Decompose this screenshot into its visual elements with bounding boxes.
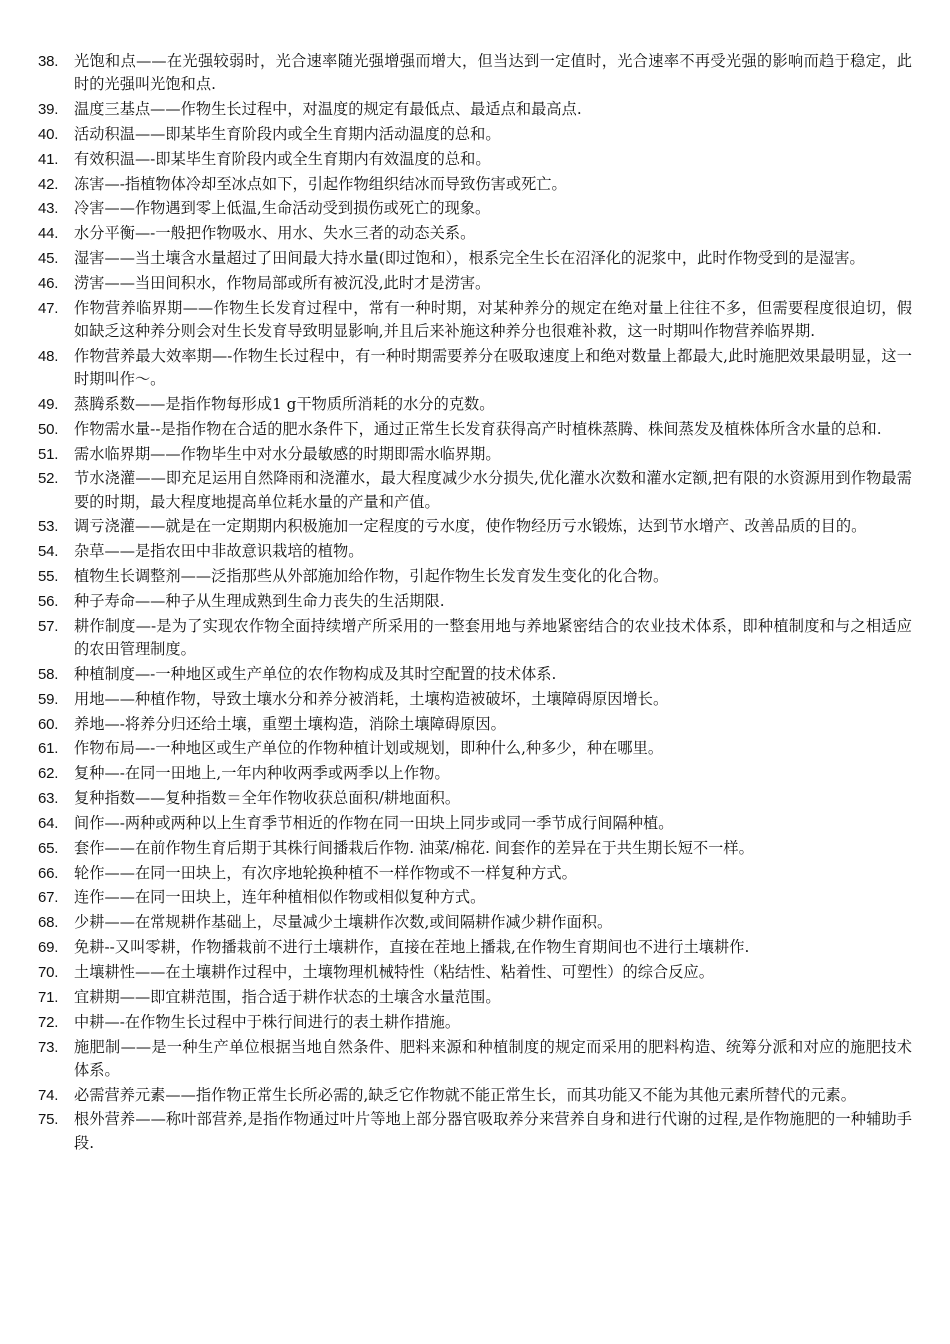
item-text: 作物布局—-一种地区或生产单位的作物种植计划或规划，即种什么,种多少，种在哪里。 xyxy=(74,739,664,758)
list-item xyxy=(38,98,912,121)
list-item xyxy=(38,345,912,391)
list-item xyxy=(38,393,912,416)
item-text: 连作——在同一田块上，连年种植相似作物或相似复种方式。 xyxy=(74,888,486,907)
list-item xyxy=(38,197,912,220)
item-number: 63. xyxy=(38,790,59,808)
item-text: 光饱和点——在光强较弱时，光合速率随光强增强而增大，但当达到一定值时，光合速率不再受光强的影响而趋于稳定，此时的光强叫光饱和点. xyxy=(74,52,912,94)
item-number: 71. xyxy=(38,988,59,1006)
item-number: 54. xyxy=(38,543,59,561)
list-item xyxy=(38,173,912,196)
item-number: 66. xyxy=(38,864,59,882)
item-text: 冻害—-指植物体冷却至冰点如下，引起作物组织结冰而导致伤害或死亡。 xyxy=(74,174,567,193)
item-number: 50. xyxy=(38,420,59,438)
item-text: 湿害——当土壤含水量超过了田间最大持水量(即过饱和），根系完全生长在沼泽化的泥浆中，此时作物受到的是湿害。 xyxy=(74,249,865,268)
item-number: 70. xyxy=(38,964,59,982)
list-item xyxy=(38,663,912,686)
item-number: 72. xyxy=(38,1013,59,1031)
item-text: 耕作制度—-是为了实现农作物全面持续增产所采用的一整套用地与养地紧密结合的农业技术体系，即种植制度和与之相适应的农田管理制度。 xyxy=(74,616,912,659)
item-number: 47. xyxy=(38,299,59,317)
list-item xyxy=(38,936,912,959)
list-item xyxy=(38,540,912,563)
item-text: 轮作——在同一田块上，有次序地轮换种植不一样作物或不一样复种方式。 xyxy=(74,863,577,882)
item-text: 涝害——当田间积水，作物局部或所有被沉没,此时才是涝害。 xyxy=(74,273,491,292)
item-number: 51. xyxy=(38,445,59,463)
list-item xyxy=(38,272,912,295)
list-item xyxy=(38,1011,912,1034)
item-number: 62. xyxy=(38,765,59,783)
item-text: 作物需水量--是指作物在合适的肥水条件下，通过正常生长发育获得高产时植株蒸腾、株间蒸发及植株体所含水量的总和. xyxy=(74,419,882,438)
list-item xyxy=(38,737,912,760)
item-number: 64. xyxy=(38,814,59,832)
item-text: 套作——在前作物生育后期于其株行间播栽后作物. 油菜/棉花. 间套作的差异在于共生期长短不一样。 xyxy=(74,838,754,857)
list-item xyxy=(38,812,912,835)
item-number: 60. xyxy=(38,715,59,733)
item-text: 杂草——是指农田中非故意识栽培的植物。 xyxy=(74,542,364,561)
list-item xyxy=(38,418,912,441)
item-text: 间作—-两种或两种以上生育季节相近的作物在同一田块上同步或同一季节成行间隔种植。 xyxy=(74,813,674,832)
item-number: 38. xyxy=(38,53,59,70)
item-number: 44. xyxy=(38,225,59,243)
list-item xyxy=(38,986,912,1009)
item-text: 节水浇灌——即充足运用自然降雨和浇灌水，最大程度减少水分损失,优化灌水次数和灌水定额,把有限的水资源用到作物最需要的时期，最大程度地提高单位耗水量的产量和产值。 xyxy=(74,469,912,511)
item-text: 水分平衡—-一般把作物吸水、用水、失水三者的动态关系。 xyxy=(74,224,476,243)
item-text: 调亏浇灌——就是在一定期期内积极施加一定程度的亏水度，使作物经历亏水锻炼，达到节水增产、改善品质的目的。 xyxy=(74,517,867,536)
item-number: 57. xyxy=(38,617,59,635)
item-text: 作物营养临界期——作物生长发育过程中，常有一种时期，对某种养分的规定在绝对量上往往不多，但需要程度很迫切，假如缺乏这种养分则会对生长发育导致明显影响,并且后来补施这种养分也很难补救，这一时期叫作物营养临界期. xyxy=(74,298,912,340)
item-number: 52. xyxy=(38,470,59,488)
list-item xyxy=(38,961,912,984)
list-item xyxy=(38,1108,912,1154)
item-number: 55. xyxy=(38,568,59,586)
item-text: 土壤耕性——在土壤耕作过程中，土壤物理机械特性（粘结性、粘着性、可塑性）的综合反应。 xyxy=(74,963,714,982)
item-number: 67. xyxy=(38,889,59,907)
list-item xyxy=(38,247,912,270)
item-text: 需水临界期——作物毕生中对水分最敏感的时期即需水临界期。 xyxy=(74,444,501,463)
list-item xyxy=(38,148,912,171)
list-item xyxy=(38,467,912,513)
list-item xyxy=(38,515,912,538)
list-item xyxy=(38,50,912,96)
list-item xyxy=(38,297,912,343)
list-item xyxy=(38,837,912,860)
item-number: 65. xyxy=(38,839,59,857)
document-page xyxy=(38,50,912,1156)
item-number: 45. xyxy=(38,250,59,268)
item-number: 43. xyxy=(38,200,59,218)
item-text: 冷害——作物遇到零上低温,生命活动受到损伤或死亡的现象。 xyxy=(74,199,491,218)
item-text: 中耕—-在作物生长过程中于株行间进行的表土耕作措施。 xyxy=(74,1012,461,1031)
list-item xyxy=(38,1036,912,1082)
item-number: 48. xyxy=(38,347,59,365)
item-number: 39. xyxy=(38,101,59,119)
item-text: 种植制度—-一种地区或生产单位的农作物构成及其时空配置的技术体系. xyxy=(74,664,557,683)
item-text: 复种指数——复种指数＝全年作物收获总面积/耕地面积。 xyxy=(74,789,461,808)
list-item xyxy=(38,688,912,711)
list-item xyxy=(38,787,912,810)
item-text: 复种—-在同一田地上,一年内种收两季或两季以上作物。 xyxy=(74,764,450,783)
item-number: 73. xyxy=(38,1038,59,1056)
item-number: 42. xyxy=(38,175,59,193)
item-text: 活动积温——即某毕生育阶段内或全生育期内活动温度的总和。 xyxy=(74,124,501,143)
item-text: 少耕——在常规耕作基础上，尽量减少土壤耕作次数,或间隔耕作减少耕作面积。 xyxy=(74,913,613,932)
item-text: 温度三基点——作物生长过程中，对温度的规定有最低点、最适点和最高点. xyxy=(74,100,582,119)
list-item xyxy=(38,886,912,909)
list-item xyxy=(38,443,912,466)
item-text: 必需营养元素——指作物正常生长所必需的,缺乏它作物就不能正常生长，而其功能又不能为其他元素所替代的元素。 xyxy=(74,1085,856,1104)
item-text: 宜耕期——即宜耕范围，指合适于耕作状态的土壤含水量范围。 xyxy=(74,987,501,1006)
item-text: 施肥制——是一种生产单位根据当地自然条件、肥料来源和种植制度的规定而采用的肥料构造、统筹分派和对应的施肥技术体系。 xyxy=(74,1037,912,1079)
item-text: 种子寿命——种子从生理成熟到生命力丧失的生活期限. xyxy=(74,592,445,610)
list-item xyxy=(38,762,912,785)
item-text: 免耕--又叫零耕，作物播栽前不进行土壤耕作，直接在茬地上播栽,在作物生育期间也不进行土壤耕作. xyxy=(74,938,750,957)
item-number: 74. xyxy=(38,1086,59,1104)
item-number: 53. xyxy=(38,518,59,536)
list-item xyxy=(38,911,912,934)
list-item xyxy=(38,1084,912,1107)
item-number: 49. xyxy=(38,395,59,413)
item-text: 作物营养最大效率期—-作物生长过程中，有一种时期需要养分在吸取速度上和绝对数量上都最大,此时施肥效果最明显，这一时期叫作～。 xyxy=(74,346,912,389)
item-number: 58. xyxy=(38,665,59,683)
list-item xyxy=(38,615,912,661)
list-item xyxy=(38,565,912,588)
item-text: 用地——种植作物，导致土壤水分和养分被消耗，土壤构造被破坏，土壤障碍原因增长。 xyxy=(74,689,669,708)
item-number: 75. xyxy=(38,1111,59,1129)
list-item xyxy=(38,713,912,736)
item-number: 46. xyxy=(38,274,59,292)
item-text: 有效积温—-即某毕生育阶段内或全生育期内有效温度的总和。 xyxy=(74,149,491,168)
item-number: 69. xyxy=(38,939,59,957)
item-text: 养地—-将养分归还给土壤，重塑土壤构造，消除土壤障碍原因。 xyxy=(74,714,506,733)
item-number: 59. xyxy=(38,690,59,708)
item-text: 蒸腾系数——是指作物每形成1 g干物质所消耗的水分的克数。 xyxy=(74,394,495,413)
item-text: 根外营养——称叶部营养,是指作物通过叶片等地上部分器官吸取养分来营养自身和进行代谢的过程,是作物施肥的一种辅助手段. xyxy=(74,1110,912,1152)
item-number: 56. xyxy=(38,593,59,610)
item-number: 41. xyxy=(38,150,59,168)
item-number: 68. xyxy=(38,914,59,932)
list-item xyxy=(38,862,912,885)
list-item xyxy=(38,222,912,245)
item-text: 植物生长调整剂——泛指那些从外部施加给作物，引起作物生长发育发生变化的化合物。 xyxy=(74,567,669,586)
list-item xyxy=(38,590,912,613)
item-number: 61. xyxy=(38,740,59,758)
item-number: 40. xyxy=(38,125,59,143)
list-item xyxy=(38,123,912,146)
